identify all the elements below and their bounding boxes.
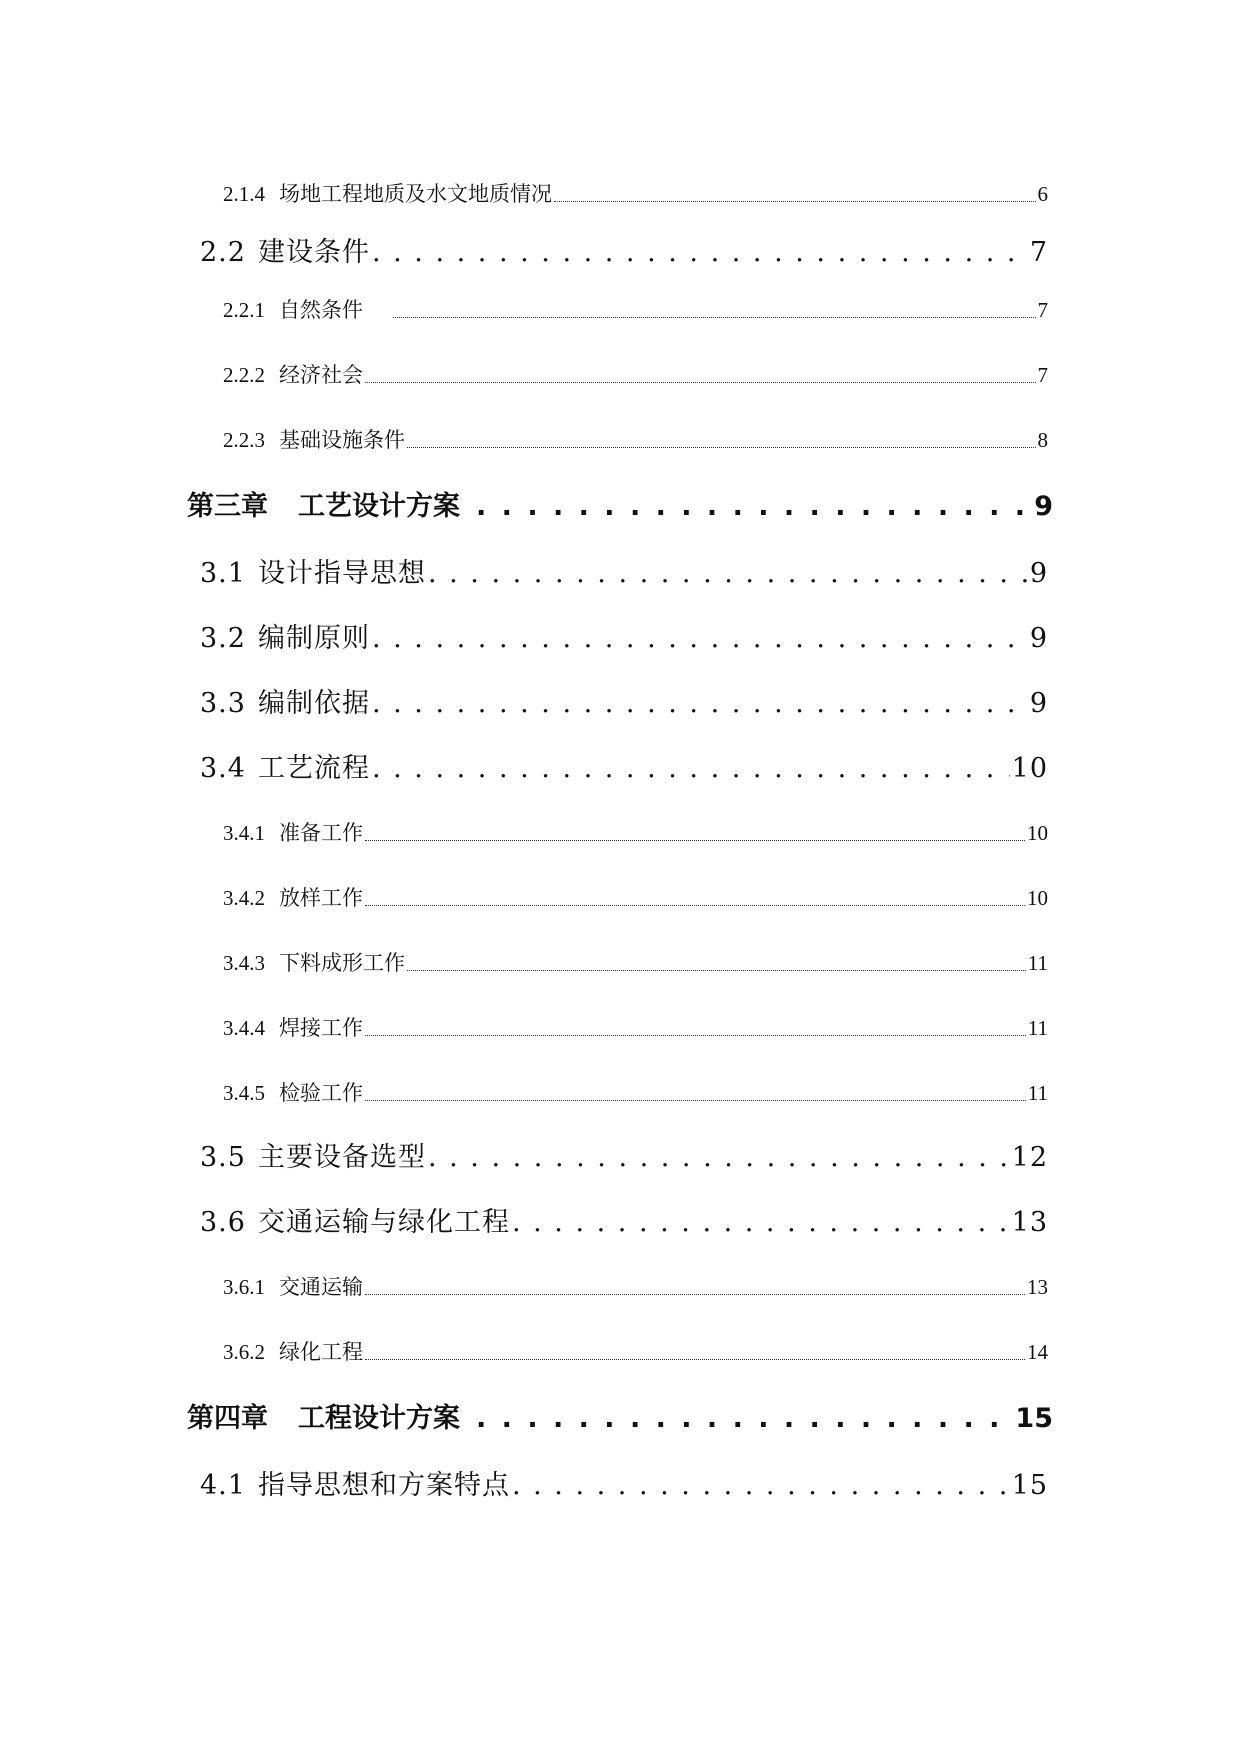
toc-entry-2-2-1[interactable] bbox=[223, 294, 1048, 324]
toc-entry-number: 3.6.2 bbox=[223, 1340, 265, 1364]
toc-entry-number: 3.4.3 bbox=[223, 951, 265, 975]
toc-entry-label bbox=[223, 1271, 363, 1301]
toc-entry-title: 编制原则 bbox=[257, 623, 370, 654]
toc-entry-number: 2.1.4 bbox=[223, 182, 265, 206]
toc-entry-title: 检验工作 bbox=[279, 1081, 363, 1105]
toc-entry-title: 场地工程地质及水文地质情况 bbox=[279, 182, 552, 206]
toc-entry-3-4-2[interactable] bbox=[223, 882, 1048, 912]
toc-page-number: 7 bbox=[1037, 363, 1048, 387]
toc-entry-label bbox=[200, 1200, 510, 1239]
toc-entry-label bbox=[223, 294, 363, 324]
toc-entry-title: 工艺流程 bbox=[257, 753, 370, 784]
toc-entry-number: 3.4.2 bbox=[223, 886, 265, 910]
toc-entry-number: 3.1 bbox=[200, 558, 246, 589]
toc-page-number: 10 bbox=[1027, 821, 1048, 845]
toc-chapter-3[interactable] bbox=[187, 484, 1053, 523]
toc-entry-label bbox=[200, 230, 370, 269]
toc-chapter-title: 工程设计方案 bbox=[298, 1403, 460, 1434]
toc-entry-label bbox=[223, 947, 405, 977]
toc-entry-title: 经济社会 bbox=[279, 363, 363, 387]
dot-leader bbox=[407, 446, 1036, 448]
dot-leader bbox=[372, 753, 1010, 784]
toc-entry-4-1[interactable] bbox=[200, 1463, 1048, 1502]
toc-entry-label bbox=[187, 484, 474, 523]
toc-entry-label bbox=[223, 359, 363, 389]
toc-entry-title: 设计指导思想 bbox=[257, 558, 426, 589]
toc-entry-number: 2.2.3 bbox=[223, 428, 265, 452]
toc-entry-title: 交通运输 bbox=[279, 1275, 363, 1299]
dot-leader bbox=[365, 1358, 1025, 1360]
dot-leader bbox=[476, 491, 1032, 522]
toc-chapter-4[interactable] bbox=[187, 1396, 1053, 1435]
toc-entry-label bbox=[200, 1135, 426, 1174]
dot-leader bbox=[365, 381, 1036, 383]
dot-leader bbox=[428, 1142, 1010, 1173]
toc-entry-title: 绿化工程 bbox=[279, 1340, 363, 1364]
toc-page-number: 13 bbox=[1011, 1207, 1048, 1238]
dot-leader bbox=[365, 904, 1025, 906]
toc-entry-title: 准备工作 bbox=[279, 821, 363, 845]
toc-entry-label bbox=[200, 1463, 510, 1502]
toc-entry-label bbox=[200, 746, 370, 785]
dot-leader bbox=[365, 1293, 1025, 1295]
dot-leader bbox=[372, 623, 1028, 654]
toc-entry-title: 指导思想和方案特点 bbox=[257, 1470, 510, 1501]
toc-page-number: 15 bbox=[1015, 1403, 1053, 1434]
toc-entry-title: 自然条件 bbox=[279, 298, 363, 322]
toc-entry-title: 主要设备选型 bbox=[257, 1142, 426, 1173]
toc-entry-3-4-5[interactable] bbox=[223, 1077, 1048, 1107]
toc-entry-number: 3.6.1 bbox=[223, 1275, 265, 1299]
toc-entry-number: 3.4 bbox=[200, 753, 246, 784]
toc-entry-number: 3.4.1 bbox=[223, 821, 265, 845]
toc-entry-2-2-2[interactable] bbox=[223, 359, 1048, 389]
toc-entry-title: 基础设施条件 bbox=[279, 428, 405, 452]
dot-leader bbox=[476, 1403, 1013, 1434]
toc-entry-label bbox=[200, 616, 370, 655]
dot-leader bbox=[512, 1207, 1010, 1238]
toc-entry-label bbox=[223, 882, 363, 912]
toc-entry-3-6-1[interactable] bbox=[223, 1271, 1048, 1301]
toc-page-number: 11 bbox=[1027, 951, 1048, 975]
toc-page-number: 9 bbox=[1029, 558, 1048, 589]
toc-entry-3-4-1[interactable] bbox=[223, 817, 1048, 847]
toc-page-number: 9 bbox=[1029, 688, 1048, 719]
dot-leader bbox=[365, 1034, 1026, 1036]
toc-entry-3-5[interactable] bbox=[200, 1135, 1048, 1174]
dot-leader bbox=[372, 688, 1028, 719]
dot-leader bbox=[393, 316, 1036, 318]
toc-entry-3-4-3[interactable] bbox=[223, 947, 1048, 977]
dot-leader bbox=[428, 558, 1028, 589]
toc-page-number: 7 bbox=[1037, 298, 1048, 322]
toc-page-number: 11 bbox=[1027, 1016, 1048, 1040]
dot-leader bbox=[372, 237, 1028, 268]
toc-entry-3-2[interactable] bbox=[200, 616, 1048, 655]
toc-entry-3-4-4[interactable] bbox=[223, 1012, 1048, 1042]
toc-chapter-number: 第四章 bbox=[187, 1403, 268, 1434]
toc-page-number: 15 bbox=[1011, 1470, 1048, 1501]
toc-entry-number: 3.3 bbox=[200, 688, 246, 719]
toc-entry-3-3[interactable] bbox=[200, 681, 1048, 720]
dot-leader bbox=[365, 839, 1025, 841]
toc-entry-number: 2.2.1 bbox=[223, 298, 265, 322]
toc-entry-label bbox=[223, 1012, 363, 1042]
toc-entry-label bbox=[223, 1336, 363, 1366]
toc-entry-title: 下料成形工作 bbox=[279, 951, 405, 975]
toc-entry-title: 编制依据 bbox=[257, 688, 370, 719]
toc-entry-title: 焊接工作 bbox=[279, 1016, 363, 1040]
toc-entry-number: 3.5 bbox=[200, 1142, 246, 1173]
toc-entry-number: 3.6 bbox=[200, 1207, 246, 1238]
toc-entry-2-1-4[interactable] bbox=[223, 178, 1048, 208]
toc-page-number: 13 bbox=[1027, 1275, 1048, 1299]
toc-entry-2-2-3[interactable] bbox=[223, 424, 1048, 454]
toc-page-number: 10 bbox=[1011, 753, 1048, 784]
dot-leader bbox=[554, 200, 1036, 202]
toc-page-number: 10 bbox=[1027, 886, 1048, 910]
toc-entry-number: 2.2.2 bbox=[223, 363, 265, 387]
toc-entry-number: 4.1 bbox=[200, 1470, 246, 1501]
toc-entry-title: 放样工作 bbox=[279, 886, 363, 910]
toc-page-number: 6 bbox=[1037, 182, 1048, 206]
toc-chapter-title: 工艺设计方案 bbox=[298, 491, 460, 522]
toc-entry-label bbox=[223, 178, 552, 208]
toc-entry-label bbox=[223, 1077, 363, 1107]
toc-entry-3-6[interactable] bbox=[200, 1200, 1048, 1239]
toc-entry-2-2[interactable] bbox=[200, 230, 1048, 269]
toc-entry-number: 2.2 bbox=[200, 237, 246, 268]
toc-entry-number: 3.4.5 bbox=[223, 1081, 265, 1105]
toc-page-number: 12 bbox=[1011, 1142, 1048, 1173]
toc-page-number: 14 bbox=[1027, 1340, 1048, 1364]
toc-page-number: 7 bbox=[1029, 237, 1048, 268]
toc-page-number: 9 bbox=[1034, 491, 1053, 522]
toc-entry-3-6-2[interactable] bbox=[223, 1336, 1048, 1366]
toc-entry-number: 3.2 bbox=[200, 623, 246, 654]
toc-page-number: 8 bbox=[1037, 428, 1048, 452]
toc-page-number: 11 bbox=[1027, 1081, 1048, 1105]
toc-entry-label bbox=[200, 681, 370, 720]
toc-chapter-number: 第三章 bbox=[187, 491, 268, 522]
toc-entry-label bbox=[187, 1396, 474, 1435]
dot-leader bbox=[365, 1099, 1026, 1101]
dot-leader bbox=[407, 969, 1026, 971]
toc-entry-title: 建设条件 bbox=[257, 237, 370, 268]
toc-entry-number: 3.4.4 bbox=[223, 1016, 265, 1040]
toc-entry-title: 交通运输与绿化工程 bbox=[257, 1207, 510, 1238]
toc-entry-3-1[interactable] bbox=[200, 551, 1048, 590]
toc-page-number: 9 bbox=[1029, 623, 1048, 654]
toc-entry-label bbox=[200, 551, 426, 590]
toc-entry-3-4[interactable] bbox=[200, 746, 1048, 785]
toc-entry-label bbox=[223, 817, 363, 847]
dot-leader bbox=[512, 1470, 1010, 1501]
toc-entry-label bbox=[223, 424, 405, 454]
